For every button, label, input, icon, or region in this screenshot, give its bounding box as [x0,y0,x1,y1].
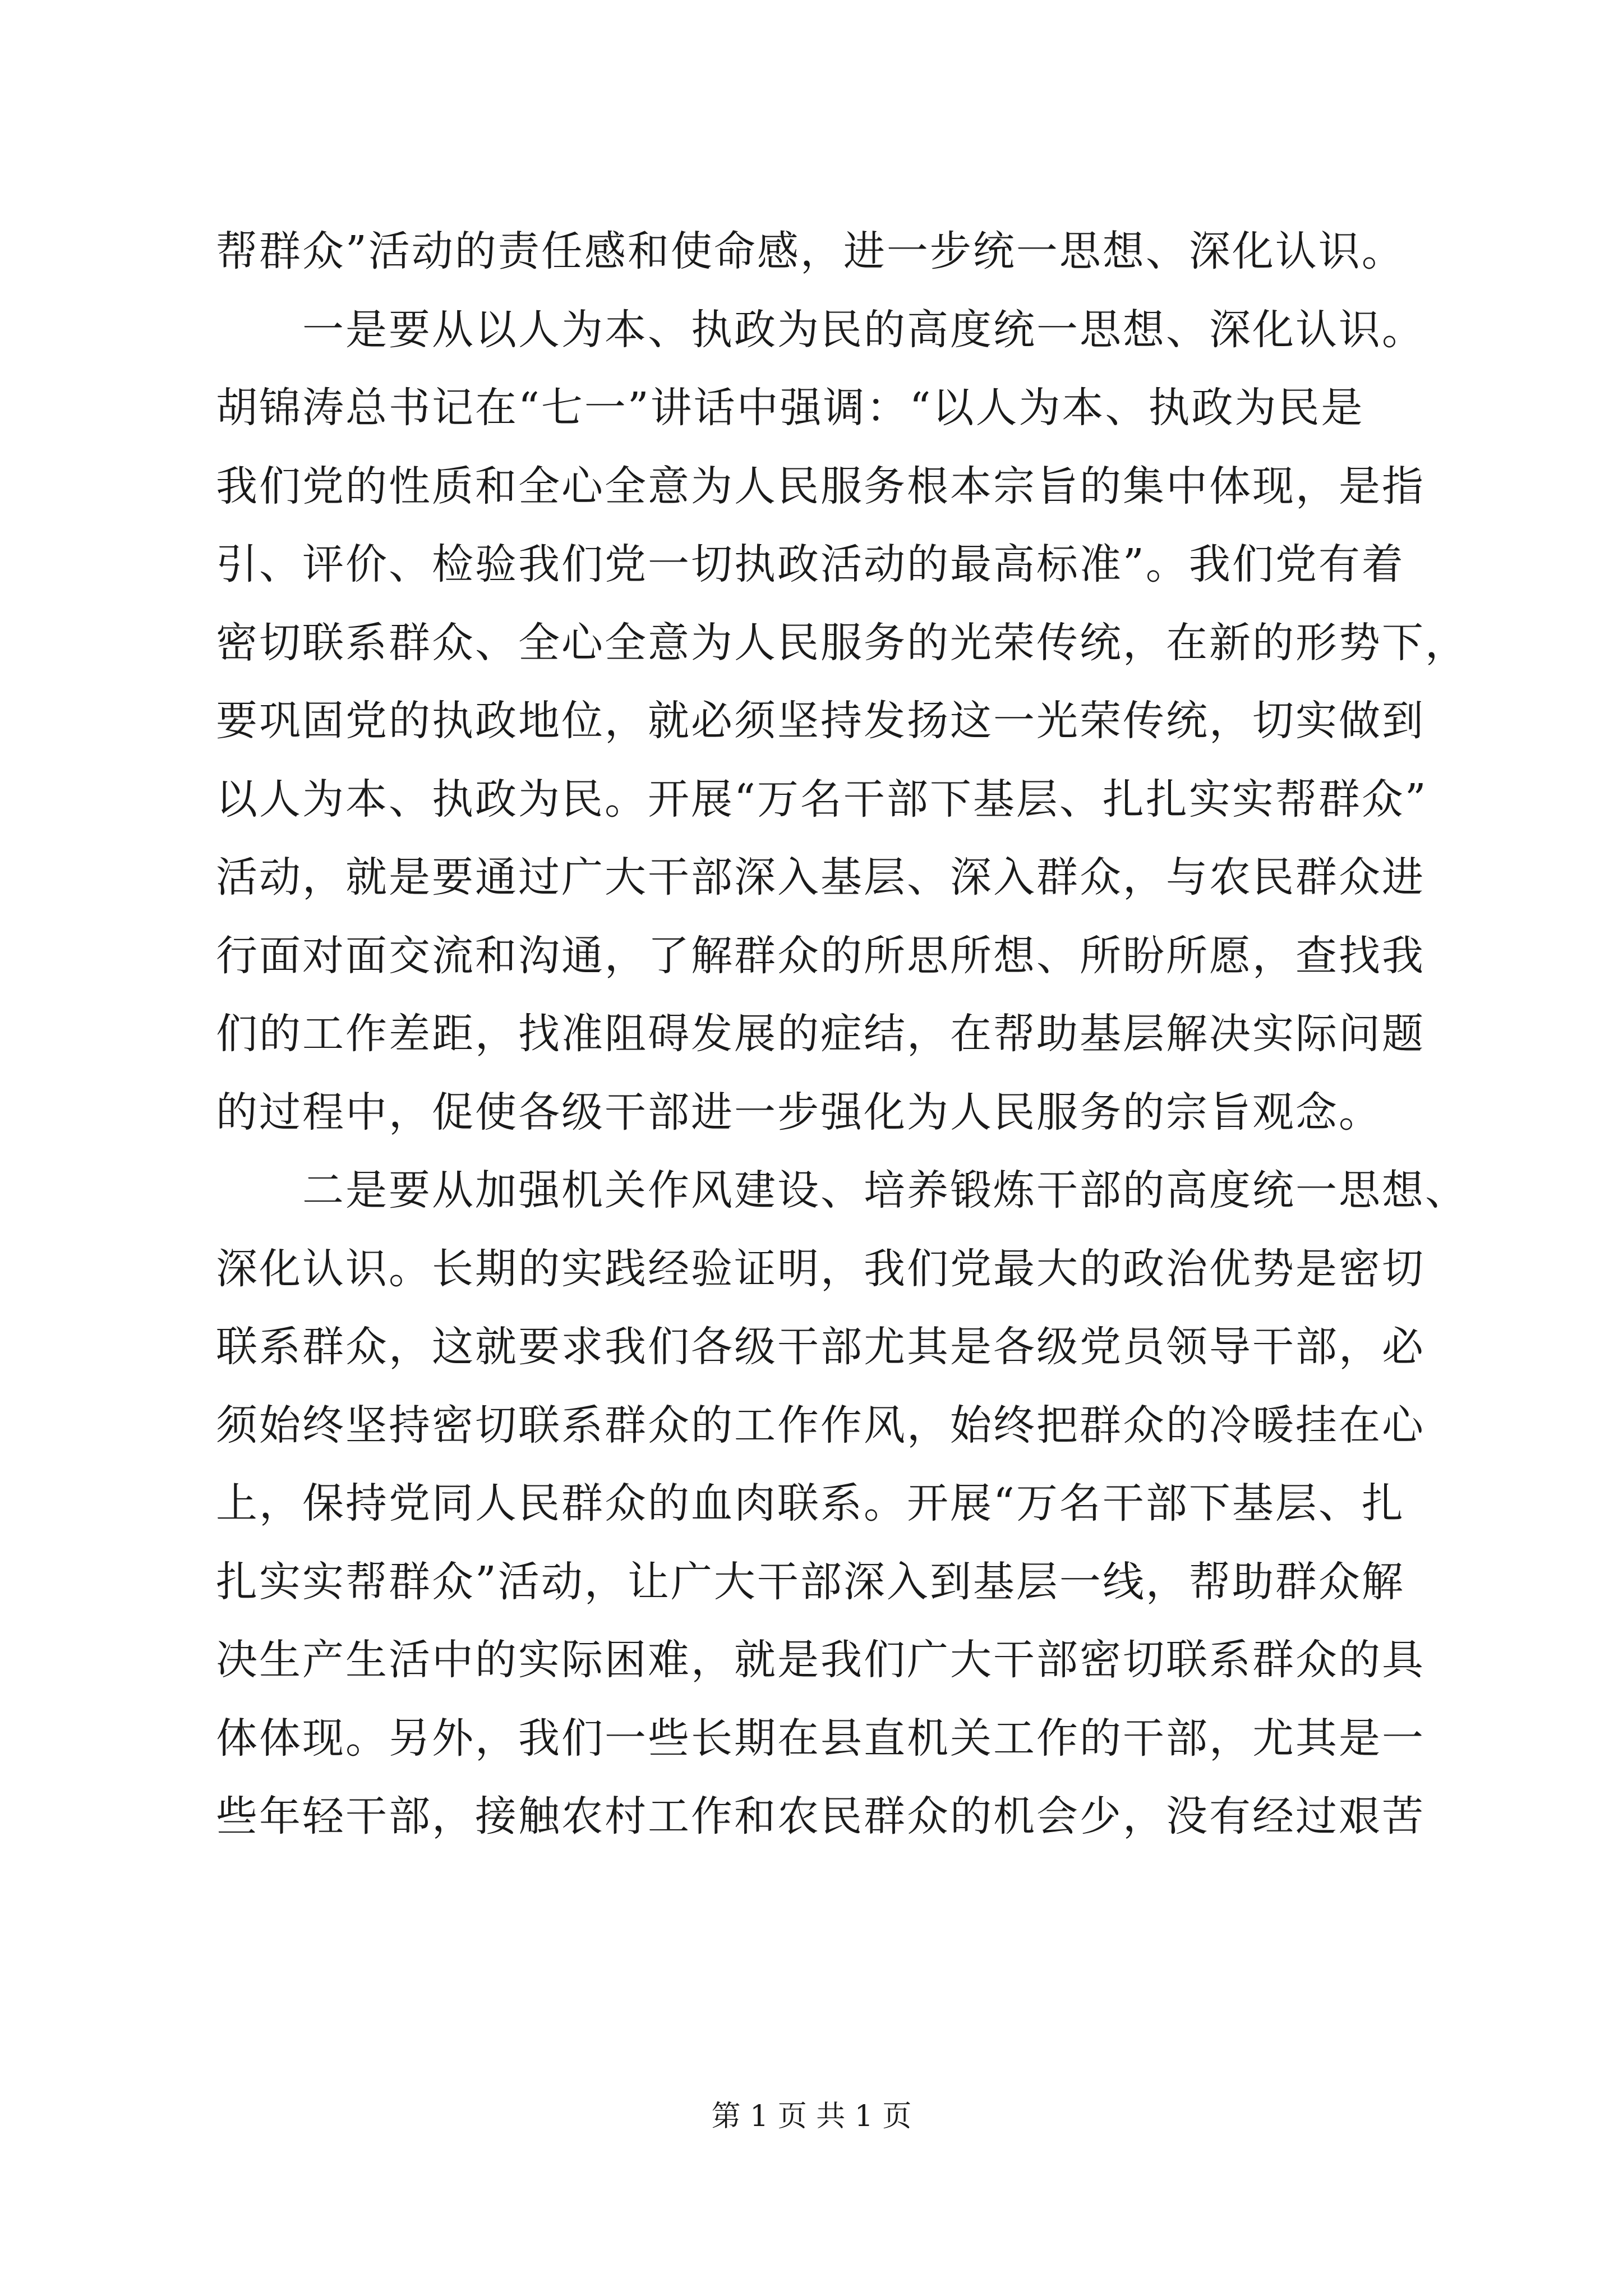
text-line: 们的工作差距，找准阻碍发展的症结，在帮助基层解决实际问题 [216,1010,1425,1058]
text-line: 要巩固党的执政地位，就必须坚持发扬这一光荣传统，切实做到 [216,697,1425,745]
text-line: 帮群众”活动的责任感和使命感，进一步统一思想、深化认识。 [216,227,1405,275]
text-line: 的过程中，促使各级干部进一步强化为人民服务的宗旨观念。 [216,1088,1382,1137]
text-line: 以人为本、执政为民。开展“万名干部下基层、扎扎实实帮群众” [216,775,1428,823]
text-line: 二是要从加强机关作风建设、培养锻炼干部的高度统一思想、 [216,1166,1468,1214]
text-line: 深化认识。长期的实践经验证明，我们党最大的政治优势是密切 [216,1245,1425,1293]
text-line: 胡锦涛总书记在“七一”讲话中强调：“以人为本、执政为民是 [216,384,1364,432]
text-line: 决生产生活中的实际困难，就是我们广大干部密切联系群众的具 [216,1636,1425,1684]
text-line: 联系群众，这就要求我们各级干部尤其是各级党员领导干部，必 [216,1323,1425,1371]
text-line: 密切联系群众、全心全意为人民服务的光荣传统，在新的形势下， [216,619,1468,667]
text-line: 活动，就是要通过广大干部深入基层、深入群众，与农民群众进 [216,853,1425,901]
text-line: 须始终坚持密切联系群众的工作作风，始终把群众的冷暖挂在心 [216,1401,1425,1450]
text-line: 引、评价、检验我们党一切执政活动的最高标准”。我们党有着 [216,540,1405,588]
text-line: 些年轻干部，接触农村工作和农民群众的机会少，没有经过艰苦 [216,1792,1425,1841]
text-line: 一是要从以人为本、执政为民的高度统一思想、深化认识。 [216,306,1425,354]
text-line: 体体现。另外，我们一些长期在县直机关工作的干部，尤其是一 [216,1714,1425,1763]
text-line: 我们党的性质和全心全意为人民服务根本宗旨的集中体现，是指 [216,462,1425,510]
text-line: 行面对面交流和沟通，了解群众的所思所想、所盼所愿，查找我 [216,932,1425,980]
page-footer: 第 1 页 共 1 页 [711,2100,912,2133]
text-line: 扎实实帮群众”活动，让广大干部深入到基层一线，帮助群众解 [216,1558,1405,1606]
text-line: 上，保持党同人民群众的血肉联系。开展“万名干部下基层、扎 [216,1479,1405,1527]
